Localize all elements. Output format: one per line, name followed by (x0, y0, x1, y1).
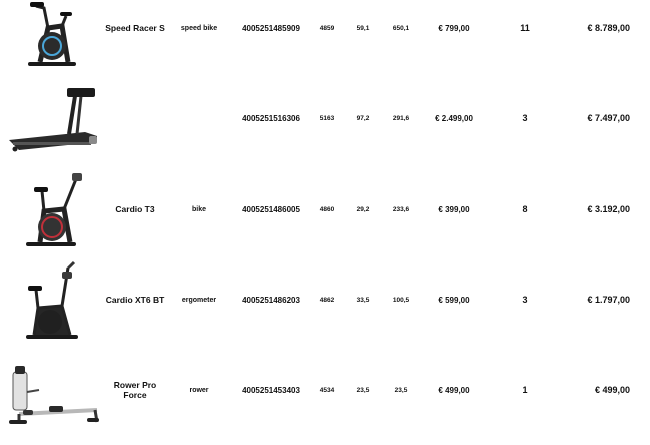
product-ean: 4005251453403 (242, 385, 300, 395)
product-quantity: 3 (522, 295, 528, 305)
product-type (170, 73, 228, 163)
product-price: € 599,00 (438, 295, 470, 305)
product-value-1: 59,1 (356, 24, 370, 32)
upright-bike-icon (18, 169, 88, 249)
product-type: rower (189, 386, 209, 394)
product-total: € 3.192,00 (587, 204, 630, 214)
product-value-1: 23,5 (356, 386, 370, 394)
product-value-1: 97,2 (356, 114, 370, 122)
product-image (4, 73, 102, 163)
product-value-2: 23,5 (394, 386, 408, 394)
product-price: € 799,00 (438, 23, 470, 33)
table-row (0, 345, 650, 435)
product-quantity: 11 (520, 23, 530, 33)
ergometer-icon (18, 258, 88, 342)
treadmill-icon (5, 82, 101, 154)
product-value-1: 33,5 (356, 296, 370, 304)
product-total: € 1.797,00 (587, 295, 630, 305)
product-image (4, 164, 102, 254)
product-quantity: 3 (522, 113, 528, 123)
product-type: ergometer (181, 296, 217, 304)
product-name: Cardio T3 (115, 203, 155, 214)
product-value-2: 291,6 (392, 114, 410, 122)
product-name: Cardio XT6 BT (105, 294, 165, 305)
product-price: € 399,00 (438, 204, 470, 214)
product-value-2: 233,6 (392, 205, 410, 213)
product-image (4, 255, 102, 345)
product-name (102, 73, 168, 163)
table-row (0, 0, 650, 73)
product-code: 4862 (319, 296, 335, 304)
product-type: speed bike (180, 24, 218, 32)
product-name: Speed Racer S (105, 22, 165, 33)
product-value-2: 100,5 (392, 296, 410, 304)
product-total: € 8.789,00 (587, 23, 630, 33)
product-value-1: 29,2 (356, 205, 370, 213)
product-image (4, 0, 102, 73)
product-total: € 7.497,00 (587, 113, 630, 123)
rowing-machine-icon (5, 352, 101, 428)
table-row (0, 73, 650, 163)
product-code: 4860 (319, 205, 335, 213)
product-price: € 2.499,00 (435, 113, 473, 123)
product-ean: 4005251516306 (242, 113, 300, 123)
product-price: € 499,00 (438, 385, 470, 395)
product-ean: 4005251486005 (242, 204, 300, 214)
product-value-2: 650,1 (392, 24, 410, 32)
product-total: € 499,00 (594, 385, 630, 395)
product-quantity: 1 (522, 385, 528, 395)
product-type: bike (191, 205, 206, 213)
product-ean: 4005251486203 (242, 295, 300, 305)
exercise-bike-icon (18, 0, 88, 68)
product-name: Rower Pro Force (113, 379, 157, 400)
product-image (4, 345, 102, 435)
product-code: 4534 (319, 386, 335, 394)
product-code: 4859 (319, 24, 335, 32)
table-row (0, 164, 650, 254)
product-quantity: 8 (522, 204, 528, 214)
product-ean: 4005251485909 (242, 23, 300, 33)
table-row (0, 255, 650, 345)
product-code: 5163 (319, 114, 335, 122)
